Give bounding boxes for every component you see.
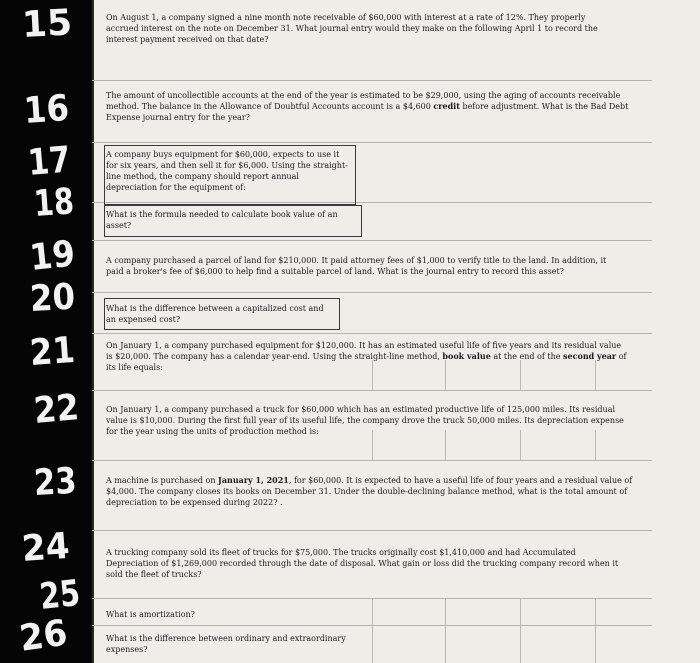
question-text-18 [106, 209, 356, 231]
question-number-24: 24 [20, 525, 71, 570]
text-span: A company purchased a parcel of land for $210,000. It paid attorney fees of $1,000 to verify title to the land. In addition, it paid a broker's fee of $6,000 to help find a suitable parcel of land. What is the journal entry to record this asset? [106, 256, 607, 276]
cell-divider [372, 598, 373, 663]
question-text-15 [106, 12, 610, 45]
row-divider [92, 460, 652, 461]
question-number-20: 20 [28, 276, 77, 320]
question-text-16 [106, 90, 634, 123]
text-span: What is the difference between ordinary and extraordinary expenses? [106, 634, 346, 654]
text-span: On January 1, a company purchased equipment for $120,000. It has an estimated useful life of five years and its residual value is $20,000. The company has a calendar year-end. Using the straight-line method, [106, 341, 622, 361]
text-span: What is amortization? [106, 610, 195, 619]
question-number-23: 23 [32, 460, 78, 504]
question-text-20 [106, 303, 336, 325]
cell-divider [595, 598, 596, 663]
question-text-19 [106, 255, 626, 277]
question-text-25 [106, 609, 406, 620]
text-span: before adjustment. What is the Bad Debt Expense journal entry for the year? [106, 102, 629, 122]
text-span: On August 1, a company signed a nine month note receivable of $60,000 with interest at a rate of 12%. They properly accrued interest on the note on December 31. What journal entry would they make on the following April 1 to record the interest payment received on that date? [106, 13, 598, 44]
question-text-21 [106, 340, 628, 373]
text-span: A company buys equipment for $60,000, expects to use it for six years, and then sell it for $6,000. Using the straight-line method, the company should report annual depreciation for the equipment of: [106, 150, 348, 192]
text-span: What is the difference between a capitalized cost and an expensed cost? [106, 304, 324, 324]
text-span: A trucking company sold its fleet of trucks for $75,000. The trucks originally cost $1,410,000 and had Accumulated Depreciation of $1,269,000 recorded through the date of disposal. What gain or loss did the trucking company record when it sold the fleet of trucks? [106, 548, 619, 579]
text-span: at the end of the [490, 352, 564, 361]
row-divider [92, 292, 652, 293]
bold-text: book value [442, 351, 491, 361]
text-span: , for $60,000. It is expected to have a useful life of four years and a residual value of $4,000. The company closes its books on December 31. Under the double-declining balance method, what is the total amount of depreciation to be expensed during 2022? . [106, 476, 633, 507]
text-span: of its life equals: [106, 352, 627, 372]
question-number-18: 18 [32, 181, 76, 225]
text-span: A machine is purchased on [106, 476, 219, 485]
cell-divider [445, 598, 446, 663]
question-number-19: 19 [27, 233, 77, 279]
bold-text: second year [563, 351, 617, 361]
row-divider [92, 390, 652, 391]
question-number-26: 26 [17, 612, 70, 660]
question-text-24 [106, 547, 626, 580]
question-number-15: 15 [20, 2, 74, 46]
text-span: The amount of uncollectible accounts at the end of the year is estimated to be $29,000, using the aging of accounts receivable method. The balance in the Allowance of Doubtful Accounts account is a $4,600 [106, 91, 621, 111]
question-number-22: 22 [32, 387, 81, 432]
question-text-26 [106, 633, 356, 655]
text-span: On January 1, a company purchased a truck for $60,000 which has an estimated productive life of 125,000 miles. Its residual value is $10,000. During the first full year of its useful life, the company drove the truck 50,000 miles. Its depreciation expense for the year using the units of production method is: [106, 405, 624, 436]
question-text-23 [106, 475, 634, 508]
cell-divider [520, 598, 521, 663]
row-divider [92, 142, 652, 143]
question-text-17 [106, 149, 352, 193]
row-divider [92, 333, 652, 334]
bold-text: credit [433, 101, 460, 111]
row-divider [92, 80, 652, 81]
bold-text: January 1, 2021 [218, 475, 289, 485]
question-number-17: 17 [26, 139, 73, 184]
question-text-22 [106, 404, 630, 437]
text-span: What is the formula needed to calculate book value of an asset? [106, 210, 338, 230]
row-divider [92, 530, 652, 531]
row-divider [92, 240, 652, 241]
question-number-25: 25 [37, 572, 82, 618]
question-number-21: 21 [28, 329, 77, 374]
question-number-16: 16 [22, 87, 71, 132]
